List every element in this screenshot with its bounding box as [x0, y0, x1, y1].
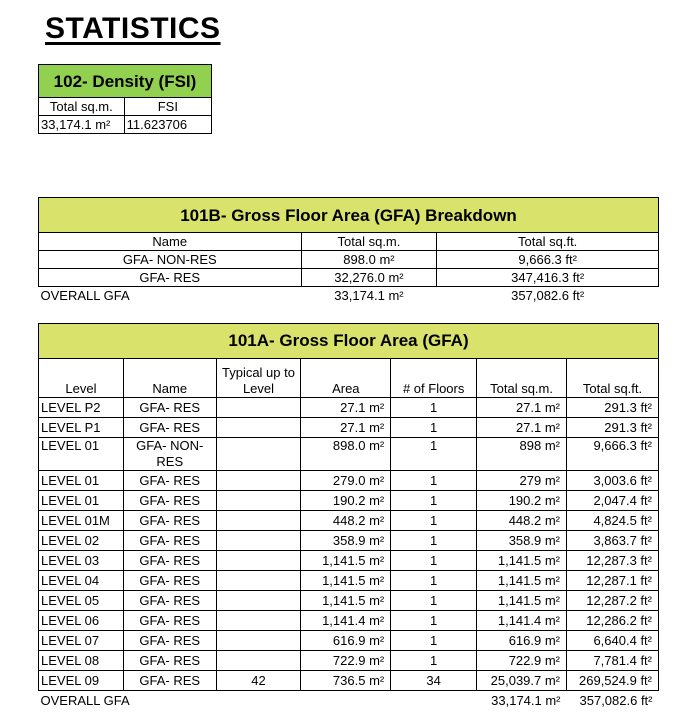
- gfa-total-sqft: 12,287.1 ft²: [567, 571, 659, 591]
- table-row: [39, 471, 659, 491]
- gfa-typical: [216, 418, 301, 438]
- gfa-total-sqm: 1,141.4 m²: [477, 611, 567, 631]
- gfa-typical: [216, 651, 301, 671]
- gfa-overall-label: OVERALL GFA: [40, 692, 130, 708]
- gfa-total-sqft: 4,824.5 ft²: [567, 511, 659, 531]
- gfa-breakdown-table: [38, 197, 659, 304]
- gfa-header-floors: # of Floors: [391, 359, 477, 398]
- gfa-floors: 1: [391, 511, 477, 531]
- gfa-total-sqft: 12,287.3 ft²: [567, 551, 659, 571]
- breakdown-total-sqft: 9,666.3 ft²: [437, 251, 659, 269]
- gfa-total-sqft: 291.3 ft²: [567, 398, 659, 418]
- gfa-header-typical: Typical up to Level: [216, 359, 301, 398]
- gfa-floors: 1: [391, 631, 477, 651]
- gfa-total-sqm: 27.1 m²: [477, 398, 567, 418]
- gfa-name: GFA- RES: [123, 418, 216, 438]
- gfa-name: GFA- RES: [123, 511, 216, 531]
- breakdown-total-sqm: 898.0 m²: [301, 251, 437, 269]
- gfa-typical: [216, 491, 301, 511]
- gfa-total-sqm: 190.2 m²: [477, 491, 567, 511]
- gfa-floors: 1: [391, 651, 477, 671]
- gfa-total-sqm: 898 m²: [477, 438, 567, 471]
- gfa-name: GFA- RES: [123, 531, 216, 551]
- gfa-total-sqm: 27.1 m²: [477, 418, 567, 438]
- table-row: [39, 438, 659, 471]
- table-row: [39, 398, 659, 418]
- gfa-total-sqm: 279 m²: [477, 471, 567, 491]
- gfa-header-total-sqft: Total sq.ft.: [567, 359, 659, 398]
- gfa-level: LEVEL 06: [39, 611, 124, 631]
- gfa-floors: 34: [391, 671, 477, 691]
- gfa-name: GFA- RES: [123, 651, 216, 671]
- density-total-sqm: 33,174.1 m²: [39, 116, 125, 134]
- gfa-name: GFA- RES: [123, 551, 216, 571]
- gfa-floors: 1: [391, 418, 477, 438]
- gfa-typical: [216, 571, 301, 591]
- gfa-title: 101A- Gross Floor Area (GFA): [39, 324, 659, 359]
- gfa-typical: [216, 471, 301, 491]
- gfa-header-row: [39, 359, 659, 398]
- breakdown-header-total-sqft: Total sq.ft.: [437, 233, 659, 251]
- density-header-fsi: FSI: [124, 98, 211, 116]
- gfa-total-sqm: 448.2 m²: [477, 511, 567, 531]
- gfa-floors: 1: [391, 591, 477, 611]
- gfa-total-sqft: 7,781.4 ft²: [567, 651, 659, 671]
- gfa-total-sqm: 1,141.5 m²: [477, 571, 567, 591]
- gfa-typical: [216, 398, 301, 418]
- density-table: [38, 64, 212, 134]
- gfa-total-sqft: 6,640.4 ft²: [567, 631, 659, 651]
- gfa-area: 1,141.4 m²: [301, 611, 391, 631]
- gfa-area: 898.0 m²: [301, 438, 391, 471]
- table-row: [39, 671, 659, 691]
- gfa-name: GFA- RES: [123, 491, 216, 511]
- table-row: [39, 511, 659, 531]
- gfa-level: LEVEL 09: [39, 671, 124, 691]
- gfa-name: GFA- RES: [123, 471, 216, 491]
- gfa-level: LEVEL 04: [39, 571, 124, 591]
- breakdown-header-name: Name: [39, 233, 302, 251]
- gfa-name: GFA- RES: [123, 631, 216, 651]
- table-row: [39, 551, 659, 571]
- gfa-total-sqft: 291.3 ft²: [567, 418, 659, 438]
- breakdown-overall-label: OVERALL GFA: [40, 288, 130, 303]
- breakdown-overall-sqm: 33,174.1 m²: [334, 288, 404, 303]
- gfa-total-sqft: 269,524.9 ft²: [567, 671, 659, 691]
- gfa-total-sqft: 2,047.4 ft²: [567, 491, 659, 511]
- gfa-total-sqft: 9,666.3 ft²: [567, 438, 659, 471]
- gfa-area: 27.1 m²: [301, 398, 391, 418]
- gfa-name: GFA- RES: [123, 398, 216, 418]
- gfa-total-sqm: 358.9 m²: [477, 531, 567, 551]
- gfa-header-area: Area: [301, 359, 391, 398]
- breakdown-total-sqm: 32,276.0 m²: [301, 269, 437, 287]
- gfa-name: GFA- RES: [123, 671, 216, 691]
- gfa-total-sqft: 12,287.2 ft²: [567, 591, 659, 611]
- table-row: [39, 491, 659, 511]
- gfa-total-sqm: 25,039.7 m²: [477, 671, 567, 691]
- gfa-floors: 1: [391, 571, 477, 591]
- table-row: [39, 571, 659, 591]
- gfa-level: LEVEL 07: [39, 631, 124, 651]
- gfa-floors: 1: [391, 491, 477, 511]
- density-title: 102- Density (FSI): [39, 65, 212, 98]
- gfa-table: [38, 323, 659, 710]
- gfa-total-sqm: 722.9 m²: [477, 651, 567, 671]
- gfa-area: 1,141.5 m²: [301, 591, 391, 611]
- density-fsi: 11.623706: [124, 116, 211, 134]
- gfa-name: GFA- NON-RES: [123, 438, 216, 471]
- gfa-floors: 1: [391, 551, 477, 571]
- gfa-header-name: Name: [123, 359, 216, 398]
- breakdown-overall-sqft: 357,082.6 ft²: [511, 288, 585, 303]
- gfa-level: LEVEL 01M: [39, 511, 124, 531]
- gfa-total-sqft: 12,286.2 ft²: [567, 611, 659, 631]
- table-row: [39, 651, 659, 671]
- gfa-area: 736.5 m²: [301, 671, 391, 691]
- gfa-typical: [216, 631, 301, 651]
- gfa-level: LEVEL 01: [39, 438, 124, 471]
- gfa-header-total-sqm: Total sq.m.: [477, 359, 567, 398]
- gfa-floors: 1: [391, 438, 477, 471]
- gfa-total-sqm: 1,141.5 m²: [477, 551, 567, 571]
- gfa-level: LEVEL 05: [39, 591, 124, 611]
- gfa-total-sqm: 616.9 m²: [477, 631, 567, 651]
- gfa-typical: [216, 511, 301, 531]
- breakdown-name: GFA- NON-RES: [39, 251, 302, 269]
- gfa-total-sqft: 3,003.6 ft²: [567, 471, 659, 491]
- gfa-area: 722.9 m²: [301, 651, 391, 671]
- breakdown-overall-row: [39, 287, 659, 305]
- gfa-floors: 1: [391, 398, 477, 418]
- gfa-area: 190.2 m²: [301, 491, 391, 511]
- table-row: [39, 251, 659, 269]
- gfa-level: LEVEL P2: [39, 398, 124, 418]
- table-row: [39, 531, 659, 551]
- gfa-area: 27.1 m²: [301, 418, 391, 438]
- gfa-level: LEVEL 01: [39, 491, 124, 511]
- gfa-name: GFA- RES: [123, 591, 216, 611]
- table-row: [39, 611, 659, 631]
- gfa-total-sqft: 3,863.7 ft²: [567, 531, 659, 551]
- gfa-area: 1,141.5 m²: [301, 571, 391, 591]
- gfa-typical: [216, 438, 301, 471]
- gfa-overall-sqft: 357,082.6 ft²: [579, 692, 653, 708]
- gfa-typical: [216, 611, 301, 631]
- table-row: [39, 418, 659, 438]
- gfa-area: 358.9 m²: [301, 531, 391, 551]
- gfa-area: 279.0 m²: [301, 471, 391, 491]
- page-title: STATISTICS: [45, 12, 221, 45]
- gfa-name: GFA- RES: [123, 571, 216, 591]
- gfa-typical: 42: [216, 671, 301, 691]
- table-row: [39, 631, 659, 651]
- table-row: [39, 591, 659, 611]
- gfa-level: LEVEL 08: [39, 651, 124, 671]
- gfa-area: 448.2 m²: [301, 511, 391, 531]
- gfa-level: LEVEL 02: [39, 531, 124, 551]
- breakdown-header-total-sqm: Total sq.m.: [301, 233, 437, 251]
- density-header-total-sqm: Total sq.m.: [39, 98, 125, 116]
- gfa-area: 1,141.5 m²: [301, 551, 391, 571]
- gfa-total-sqm: 1,141.5 m²: [477, 591, 567, 611]
- gfa-floors: 1: [391, 611, 477, 631]
- gfa-typical: [216, 531, 301, 551]
- gfa-typical: [216, 591, 301, 611]
- gfa-floors: 1: [391, 471, 477, 491]
- gfa-area: 616.9 m²: [301, 631, 391, 651]
- breakdown-name: GFA- RES: [39, 269, 302, 287]
- gfa-header-level: Level: [39, 359, 124, 398]
- gfa-name: GFA- RES: [123, 611, 216, 631]
- breakdown-total-sqft: 347,416.3 ft²: [437, 269, 659, 287]
- gfa-rows: [39, 398, 659, 691]
- gfa-level: LEVEL P1: [39, 418, 124, 438]
- gfa-level: LEVEL 03: [39, 551, 124, 571]
- gfa-breakdown-title: 101B- Gross Floor Area (GFA) Breakdown: [39, 198, 659, 233]
- gfa-level: LEVEL 01: [39, 471, 124, 491]
- gfa-typical: [216, 551, 301, 571]
- table-row: [39, 269, 659, 287]
- gfa-overall-sqm: 33,174.1 m²: [491, 692, 561, 708]
- gfa-overall-row: [39, 691, 659, 711]
- gfa-floors: 1: [391, 531, 477, 551]
